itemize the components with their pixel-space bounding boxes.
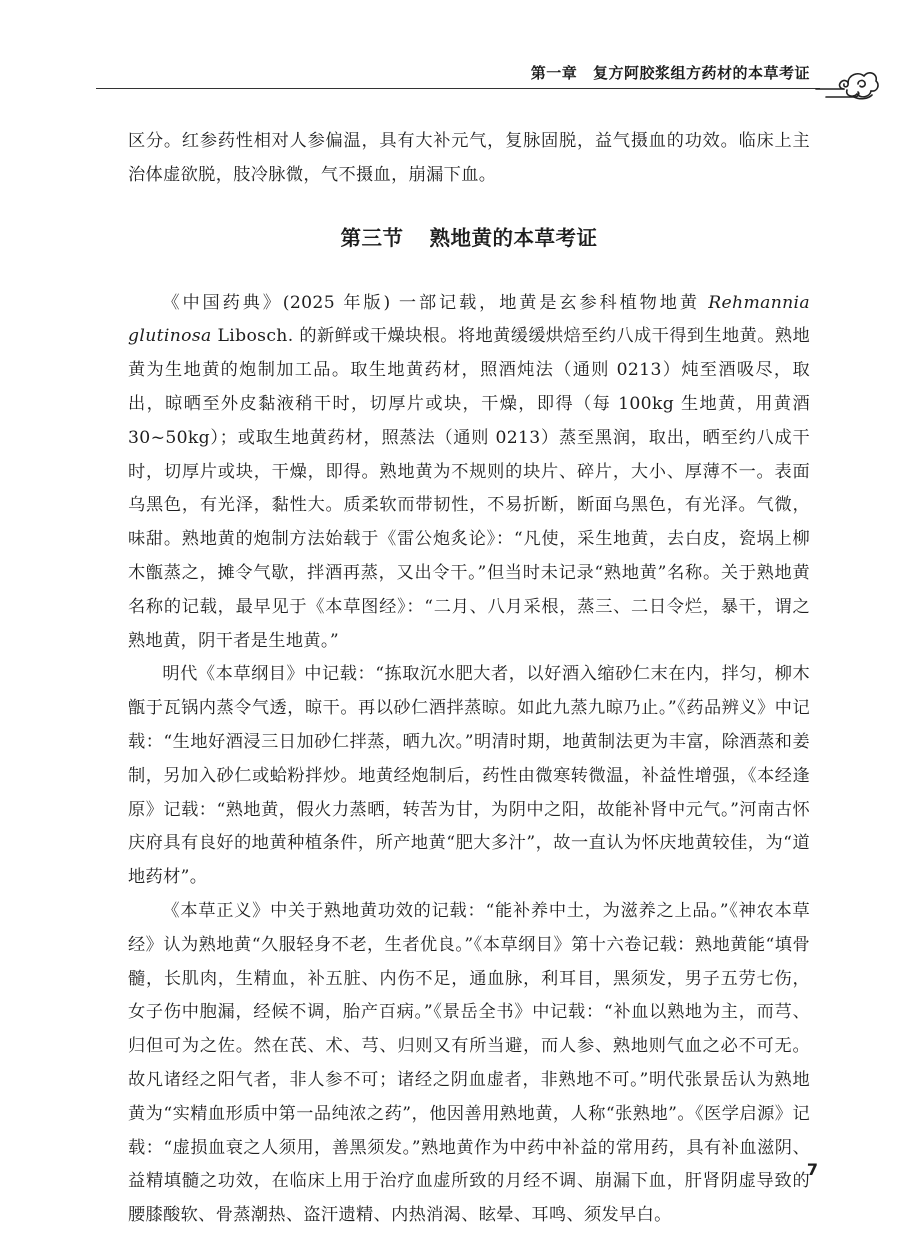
section-heading: [128, 223, 810, 253]
header-text: [521, 62, 810, 83]
paragraph-1-text-a: 《中国药典》(2025 年版) 一部记载，地黄是玄参科植物地黄: [162, 292, 709, 313]
paragraph-1-text-b: Libosch. 的新鲜或干燥块根。将地黄缓缓烘焙至约八成干得到生地黄。熟地黄为生地黄的炮制加工品。取生地黄药材，照酒炖法（通则 0213）炖至酒吸尽，取出，晾晒至外皮黏液稍干时，切厚片或块，干燥，即得（每 100kg 生地黄，用黄酒 30~50kg）；或取生地黄药材，照蒸法（通则 0213）蒸至黑润，取出，晒至约八成干时，切厚片或块，干燥，即得。熟地黄为不规则的块片、碎片，大小、厚薄不一。表面乌黑色，有光泽，黏性大。质柔软而带韧性，不易折断，断面乌黑色，有光泽。气微，味甜。熟地黄的炮制方法始载于《雷公炮炙论》：“凡使，采生地黄，去白皮，瓷埚上柳木甑蒸之，摊令气歇，拌酒再蒸，又出令干。”但当时未记录“熟地黄”名称。关于熟地黄名称的记载，最早见于《本草图经》：“二月、八月采根，蒸三、二日令烂，暴干，谓之熟地黄，阴干者是生地黄。”: [128, 326, 810, 651]
paragraph-2: 明代《本草纲目》中记载：“拣取沉水肥大者，以好酒入缩砂仁末在内，拌匀，柳木甑于瓦锅内蒸令气透，晾干。再以砂仁酒拌蒸晾。如此九蒸九晾乃止。”《药品辨义》中记载：“生地好酒浸三日加砂仁拌蒸，晒九次。”明清时期，地黄制法更为丰富，除酒蒸和姜制，另加入砂仁或蛤粉拌炒。地黄经炮制后，药性由微寒转微温，补益性增强，《本经逢原》记载：“熟地黄，假火力蒸晒，转苦为甘，为阴中之阳，故能补肾中元气。”河南古怀庆府具有良好的地黄种植条件，所产地黄“肥大多汁”，故一直认为怀庆地黄较佳，为“道地药材”。: [128, 664, 810, 888]
header-chapter: 第一章: [530, 64, 578, 82]
page-body: [128, 125, 810, 1233]
running-header: [96, 58, 880, 108]
section-title: 熟地黄的本草考证: [429, 225, 598, 250]
paragraph-1: [128, 287, 810, 659]
cloud-ornament-icon: [814, 64, 880, 104]
intro-paragraph: 区分。红参药性相对人参偏温，具有大补元气，复脉固脱，益气摄血的功效。临床上主治体虚欲脱，肢冷脉微，气不摄血，崩漏下血。: [128, 131, 810, 185]
paragraph-3: 《本草正义》中关于熟地黄功效的记载：“能补养中土，为滋养之上品。”《神农本草经》认为熟地黄“久服轻身不老，生者优良。”《本草纲目》第十六卷记载：熟地黄能“填骨髓，长肌肉，生精血，补五脏、内伤不足，通血脉，利耳目，黑须发，男子五劳七伤，女子伤中胞漏，经候不调，胎产百病。”《景岳全书》中记载：“补血以熟地为主，而芎、归但可为之佐。然在芪、术、芎、归则又有所当避，而人参、熟地则气血之必不可无。故凡诸经之阳气者，非人参不可；诸经之阴血虚者，非熟地不可。”明代张景岳认为熟地黄为“实精血形质中第一品纯浓之药”，他因善用熟地黄，人称“张熟地”。《医学启源》记载：“虚损血衰之人须用，善黑须发。”熟地黄作为中药中补益的常用药，具有补血滋阴、益精填髓之功效，在临床上用于治疗血虚所致的月经不调、崩漏下血，肝肾阴虚导致的腰膝酸软、骨蒸潮热、盗汗遗精、内热消渴、眩晕、耳鸣、须发早白。: [128, 900, 810, 1226]
header-rule: [96, 88, 820, 89]
page-number: 7: [806, 1160, 818, 1179]
section-number: 第三节: [340, 225, 404, 250]
header-title: 复方阿胶浆组方药材的本草考证: [592, 64, 810, 82]
latin-name: Rehmannia glutinosa: [128, 292, 810, 347]
